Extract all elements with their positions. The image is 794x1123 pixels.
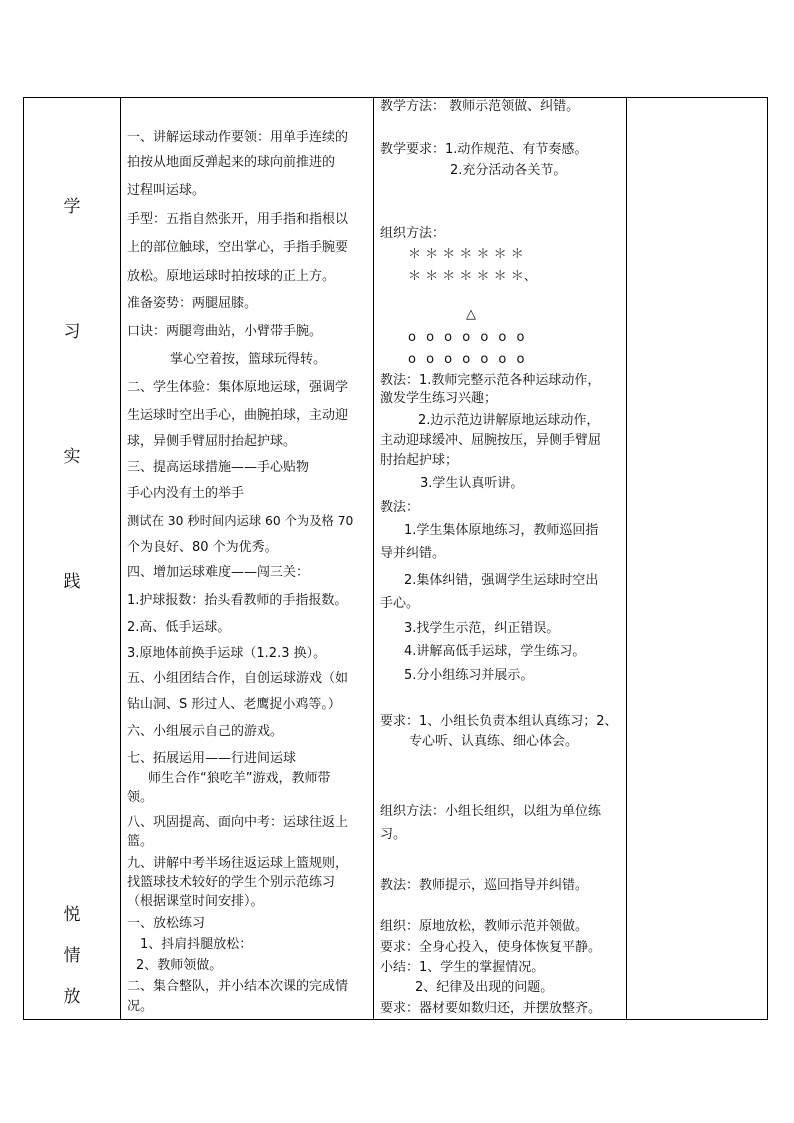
method-line: 导并纠错。 — [380, 546, 446, 561]
content-line: 二、集合整队，并小结本次课的完成情 — [127, 979, 349, 994]
method-line: 教法：1.教师完整示范各种运球动作， — [380, 373, 601, 388]
column-divider — [373, 98, 374, 1019]
method-line: o o o o o o o — [408, 330, 525, 345]
content-line: 3.原地体前换手运球（1.2.3 换）。 — [127, 646, 327, 661]
stage-char: 放 — [63, 987, 81, 1007]
method-line: 教法： — [380, 500, 420, 515]
content-line: 四、增加运球难度——闯三关： — [127, 565, 310, 580]
column-divider — [626, 98, 627, 1019]
method-line: 激发学生练习兴趣； — [380, 391, 498, 406]
content-line: 生运球时空出手心，曲腕拍球，主动迎 — [127, 408, 349, 423]
method-line: 要求：器材要如数归还，并摆放整齐。 — [380, 1001, 602, 1016]
content-line: 拍按从地面反弹起来的球向前推进的 — [127, 155, 336, 170]
method-line: 肘抬起护球； — [380, 453, 459, 468]
content-line: 上的部位触球，空出掌心，手指手腕要 — [127, 240, 349, 255]
content-line: 六、小组展示自己的游戏。 — [127, 724, 284, 739]
column-divider — [120, 98, 121, 1019]
content-line: 球，异侧手臂屈肘抬起护球。 — [127, 434, 297, 449]
lesson-table — [23, 97, 768, 1020]
method-line: ＊ ＊ ＊ ＊ ＊ ＊ ＊ — [408, 247, 524, 262]
content-line: 准备姿势：两腿屈膝。 — [127, 296, 258, 311]
content-line: 二、学生体验：集体原地运球，强调学 — [127, 380, 349, 395]
content-line: 1.护球报数：抬头看教师的手指报数。 — [127, 593, 348, 608]
content-line: 掌心空着按，篮球玩得转。 — [170, 352, 327, 367]
method-line: 小结：1、学生的掌握情况。 — [380, 960, 545, 975]
method-line: 组织方法：小组长组织，以组为单位练 — [380, 804, 602, 819]
stage-char: 实 — [63, 447, 81, 467]
method-line: 5.分小组练习并展示。 — [404, 668, 534, 683]
content-line: 况。 — [127, 999, 154, 1014]
method-line: 3.找学生示范，纠正错误。 — [404, 621, 560, 636]
method-line: 3.学生认真听讲。 — [420, 476, 524, 491]
method-line: △ — [466, 307, 476, 322]
stage-char: 习 — [63, 322, 81, 342]
method-line: 手心。 — [380, 596, 420, 611]
content-line: 2、教师领做。 — [136, 958, 223, 973]
content-line: 领。 — [127, 790, 154, 805]
content-line: 师生合作“狼吃羊”游戏，教师带 — [148, 771, 331, 786]
content-line: （根据课堂时间安排）。 — [127, 894, 264, 909]
stage-char: 悦 — [63, 905, 81, 925]
method-line: o o o o o o o — [408, 352, 525, 367]
method-line: 2、纪律及出现的问题。 — [415, 980, 554, 995]
content-line: 手心内没有土的举手 — [127, 486, 245, 501]
content-line: 三、提高运球措施——手心贴物 — [127, 460, 310, 475]
method-line: 教法：教师提示，巡回指导并纠错。 — [380, 878, 589, 893]
content-line: 钻山洞、S 形过人、老鹰捉小鸡等。） — [127, 697, 341, 712]
content-line: 一、放松练习 — [127, 916, 206, 931]
stage-char: 践 — [63, 572, 81, 592]
content-line: 2.高、低手运球。 — [127, 620, 231, 635]
method-line: 专心听、认真练、细心体会。 — [409, 734, 579, 749]
method-line: 习。 — [380, 827, 407, 842]
method-line: 2.集体纠错，强调学生运球时空出 — [404, 573, 599, 588]
content-line: 放松。原地运球时拍按球的正上方。 — [127, 269, 336, 284]
content-line: 九、讲解中考半场往返运球上篮规则， — [127, 856, 349, 871]
stage-char: 情 — [63, 946, 81, 966]
content-line: 测试在 30 秒时间内运球 60 个为及格 70 — [127, 514, 354, 528]
method-line: 主动迎球缓冲、屈腕按压，异侧手臂屈 — [380, 433, 602, 448]
content-line: 八、巩固提高、面向中考：运球往返上 — [127, 815, 349, 830]
content-line: 篮。 — [127, 834, 154, 849]
method-line: 4.讲解高低手运球，学生练习。 — [404, 644, 586, 659]
content-line: 七、拓展运用——行进间运球 — [127, 751, 297, 766]
content-line: 1、抖肩抖腿放松： — [140, 937, 253, 952]
method-line: ＊ ＊ ＊ ＊ ＊ ＊ ＊、 — [408, 269, 537, 284]
stage-char: 学 — [63, 197, 81, 217]
content-line: 个为良好、80 个为优秀。 — [127, 540, 278, 555]
method-line: 组织方法： — [380, 226, 446, 241]
content-line: 一、讲解运球动作要领：用单手连续的 — [127, 130, 349, 145]
method-line: 要求：全身心投入，使身体恢复平静。 — [380, 940, 602, 955]
method-line: 2.充分活动各关节。 — [450, 163, 567, 178]
content-line: 过程叫运球。 — [127, 183, 206, 198]
content-line: 手型：五指自然张开，用手指和指根以 — [127, 212, 349, 227]
content-line: 口诀：两腿弯曲站，小臂带手腕。 — [127, 324, 323, 339]
method-line: 2.边示范边讲解原地运球动作， — [418, 413, 600, 428]
content-line: 找篮球技术较好的学生个别示范练习 — [127, 875, 336, 890]
method-line: 要求：1、小组长负责本组认真练习；2、 — [380, 714, 618, 729]
method-line: 1.学生集体原地练习，教师巡回指 — [404, 523, 599, 538]
method-line: 教学要求：1.动作规范、有节奏感。 — [380, 142, 588, 157]
content-line: 五、小组团结合作，自创运球游戏（如 — [127, 671, 349, 686]
method-line: 教学方法： 教师示范领做、纠错。 — [380, 99, 580, 114]
method-line: 组织：原地放松，教师示范并领做。 — [380, 919, 589, 934]
